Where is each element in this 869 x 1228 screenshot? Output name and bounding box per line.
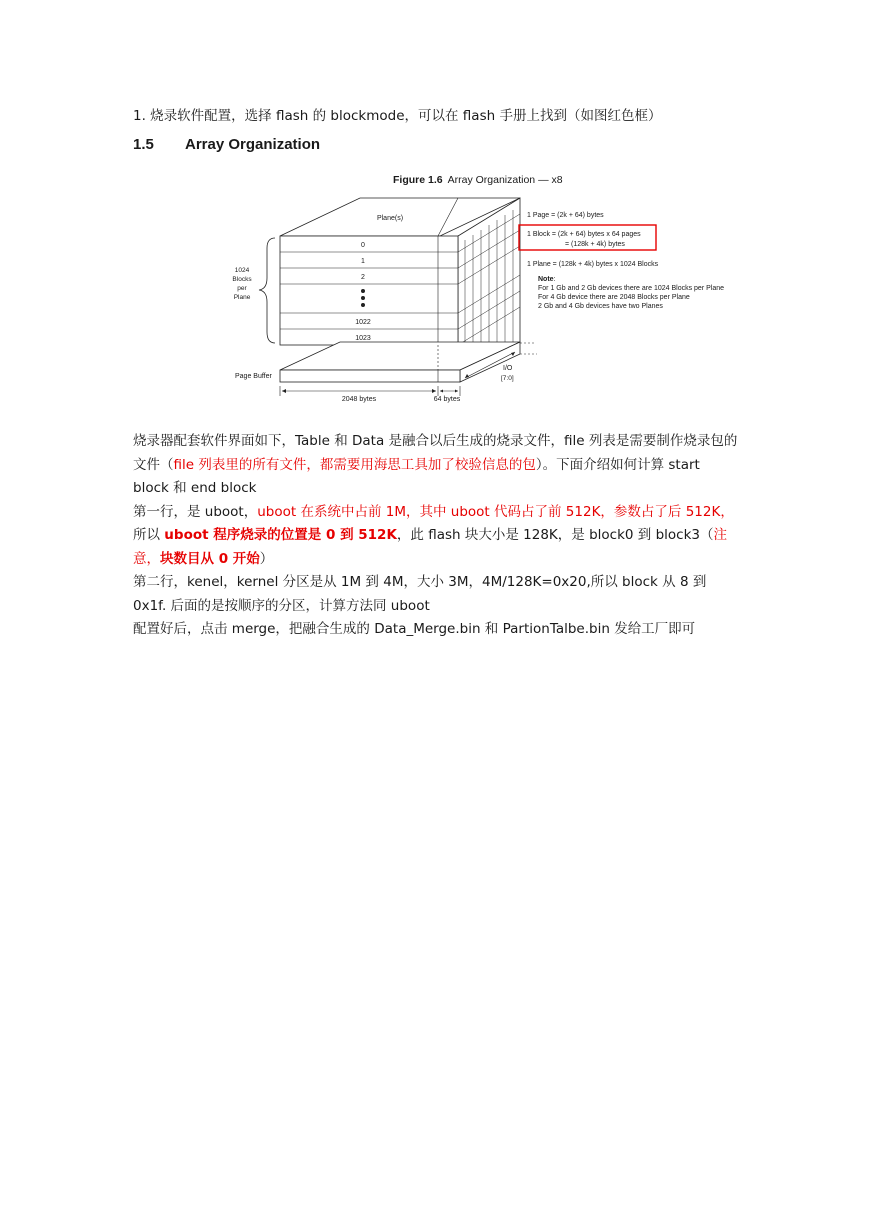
plane-front-face: [280, 236, 458, 345]
io-bits-label: [7:0]: [501, 375, 514, 382]
page-size-note: 1 Page = (2k + 64) bytes: [527, 212, 604, 219]
figure-svg: [225, 168, 745, 408]
block-row-2: 2: [361, 274, 365, 281]
page-buffer-front: [280, 370, 460, 382]
plane-size-note: 1 Plane = (128k + 4k) bytes x 1024 Blocks: [527, 261, 659, 268]
figure-caption: [393, 174, 563, 186]
io-label: I/O: [503, 365, 513, 372]
block-row-0: 0: [361, 242, 365, 249]
svg-text:Blocks: Blocks: [232, 276, 252, 283]
svg-text:per: per: [237, 285, 247, 292]
block-row-1022: 1022: [355, 319, 371, 326]
section-number: 1.5: [133, 136, 154, 153]
figure-caption-rest: Array Organization — x8: [447, 174, 563, 186]
block-size-note-1: 1 Block = (2k + 64) bytes x 64 pages: [527, 231, 641, 238]
note-line-2: For 4 Gb device there are 2048 Blocks per Plane: [538, 294, 690, 301]
figure-caption-bold: Figure 1.6: [393, 174, 443, 186]
spare-area-width: 64 bytes: [433, 396, 461, 403]
page-buffer-label: Page Buffer: [235, 373, 272, 380]
ellipsis-dots: [361, 289, 365, 307]
note-line-1: For 1 Gb and 2 Gb devices there are 1024 Blocks per Plane: [538, 285, 724, 292]
note-title: Note:: [538, 276, 556, 283]
paragraph-1: 烧录器配套软件界面如下，Table 和 Data 是融合以后生成的烧录文件，file 列表是需要制作烧录包的文件（file 列表里的所有文件，都需要用海思工具加了校验信息的包）。下面介绍如何计算 start block 和 end block: [133, 433, 738, 496]
svg-text:1024: 1024: [234, 267, 250, 274]
paragraph-3: 第二行，kenel，kernel 分区是从 1M 到 4M，大小 3M，4M/128K=0x20,所以 block 从 8 到 0x1f. 后面的是按顺序的分区，计算方法同 uboot: [133, 574, 707, 614]
section-heading: [133, 135, 320, 155]
main-area-width: 2048 bytes: [341, 396, 377, 403]
blocks-per-plane-label: [232, 267, 252, 301]
blocks-brace: [259, 238, 275, 343]
section-title: Array Organization: [185, 136, 321, 153]
note-line-3: 2 Gb and 4 Gb devices have two Planes: [538, 303, 663, 310]
planes-label: Plane(s): [376, 215, 404, 222]
svg-text:Plane: Plane: [233, 294, 251, 301]
block-size-note-2: = (128k + 4k) bytes: [565, 241, 625, 248]
block-row-1: 1: [361, 258, 365, 265]
block-row-1023: 1023: [355, 335, 371, 342]
paragraph-2: 第一行，是 uboot，uboot 在系统中占前 1M，其中 uboot 代码占了前 512K，参数占了后 512K，所以 uboot 程序烧录的位置是 0 到 512K，此 flash 块大小是 128K，是 block0 到 block3（注意，块数目从 0 开始）: [133, 503, 734, 567]
intro-line: 1. 烧录软件配置，选择 flash 的 blockmode，可以在 flash 手册上找到（如图红色框）: [133, 108, 662, 124]
body-text: [133, 430, 739, 642]
paragraph-4: 配置好后，点击 merge，把融合生成的 Data_Merge.bin 和 PartionTalbe.bin 发给工厂即可: [133, 621, 696, 637]
array-organization-figure: [225, 168, 745, 408]
